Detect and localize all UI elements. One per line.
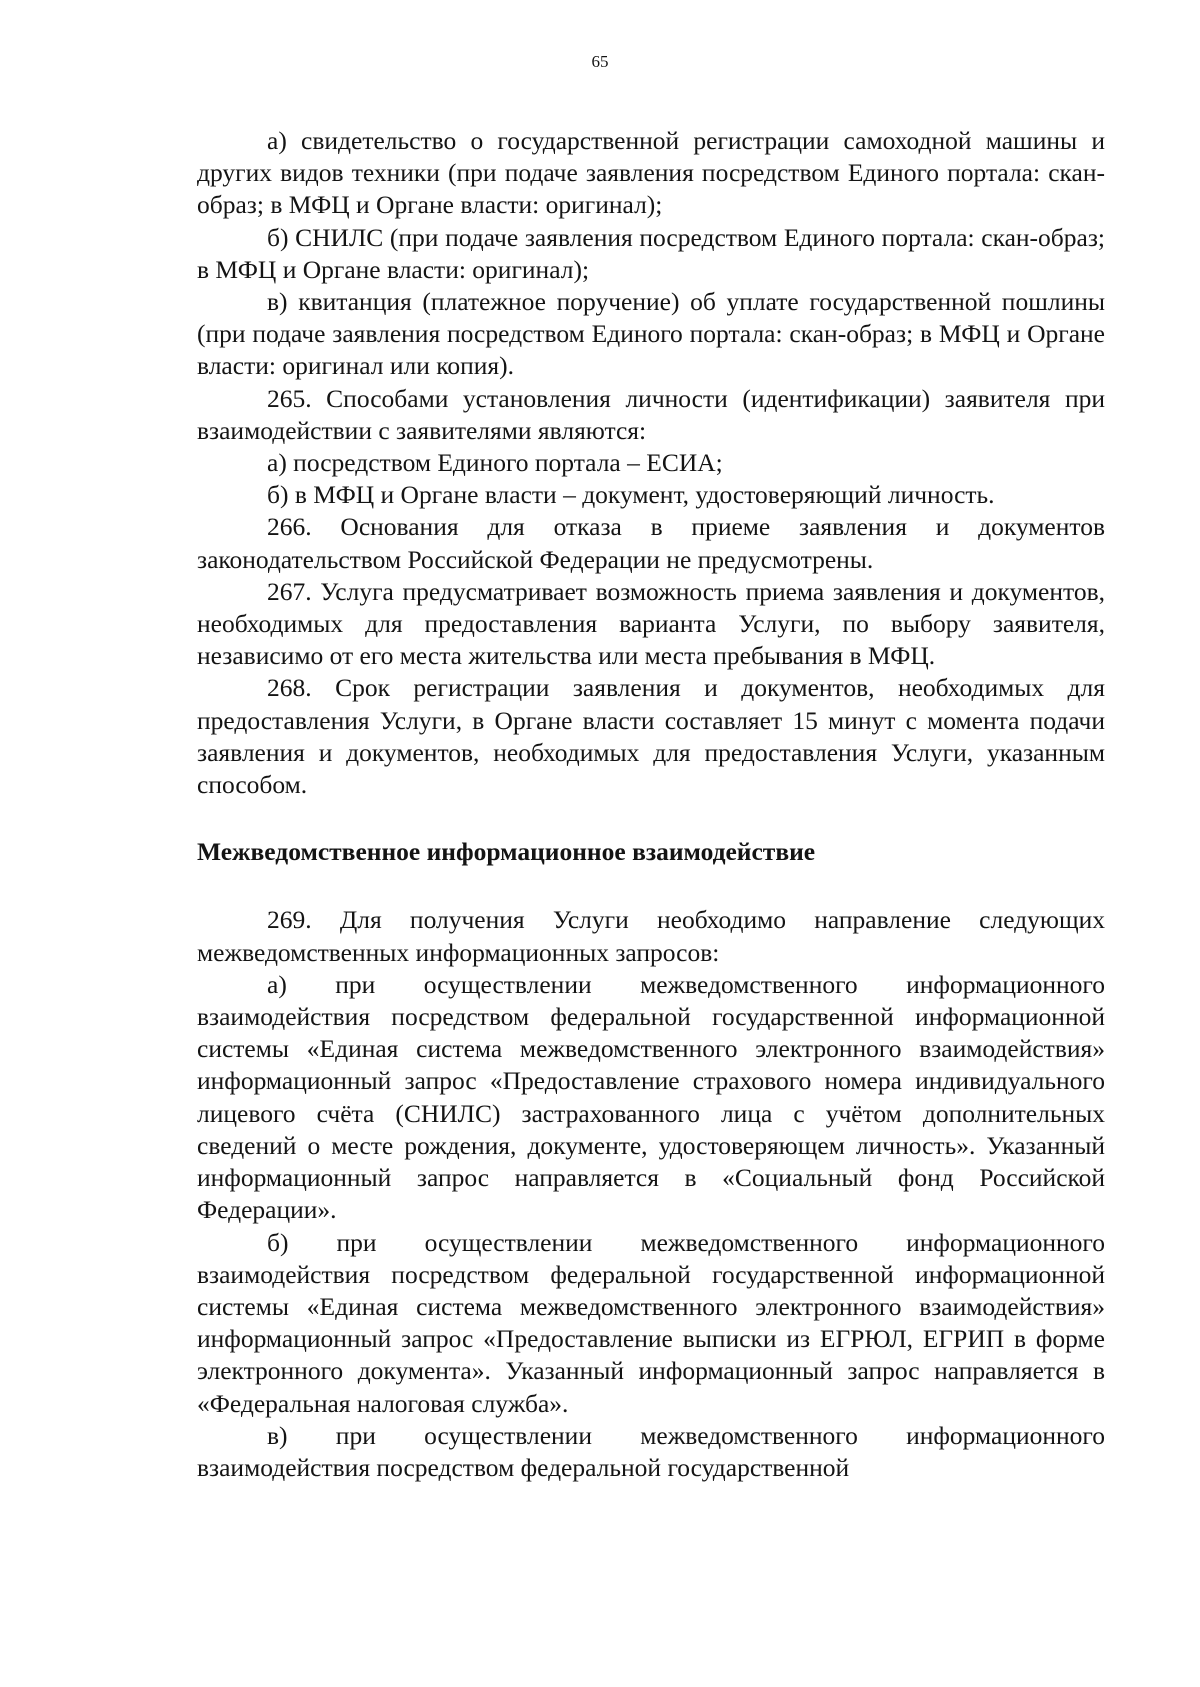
paragraph-265-item-a: а) посредством Единого портала – ЕСИА; [267,448,723,478]
paragraph-item-a-certificate: а) свидетельство о государственной регистрации самоходной машины и других видов техники (при подаче заявления посредством Единого портала: скан-образ; в МФЦ и Органе власти: оригинал); [197,126,1105,220]
paragraph-266: 266. Основания для отказа в приеме заявления и документов законодательством Российской Федерации не предусмотрены. [197,512,1105,574]
paragraph-269-item-b: б) при осуществлении межведомственного информационного взаимодействия посредством федеральной государственной информационной системы «Единая система межведомственного электронного взаимодействия» информационный запрос «Предоставление выписки из ЕГРЮЛ, ЕГРИП в форме электронного документа». Указанный информационный запрос направляется в «Федеральная налоговая служба». [197,1227,1105,1418]
section-heading: Межведомственное информационное взаимодействие [197,837,816,867]
paragraph-item-b-snils: б) СНИЛС (при подаче заявления посредством Единого портала: скан-образ; в МФЦ и Органе власти: оригинал); [197,222,1105,284]
paragraph-269-item-c: в) при осуществлении межведомственного информационного взаимодействия посредством федеральной государственной [197,1420,1105,1482]
page-number: 65 [591,52,609,71]
paragraph-269: 269. Для получения Услуги необходимо направление следующих межведомственных информационных запросов: [197,905,1105,967]
paragraph-265-item-b: б) в МФЦ и Органе власти – документ, удостоверяющий личность. [267,480,995,510]
page-body [197,125,1105,1484]
paragraph-267: 267. Услуга предусматривает возможность приема заявления и документов, необходимых для предоставления варианта Услуги, по выбору заявителя, независимо от его места жительства или места пребывания в МФЦ. [197,576,1105,671]
paragraph-268: 268. Срок регистрации заявления и документов, необходимых для предоставления Услуги, в Органе власти составляет 15 минут с момента подачи заявления и документов, необходимых для предоставления Услуги, указанным способом. [197,673,1105,800]
paragraph-265: 265. Способами установления личности (идентификации) заявителя при взаимодействии с заявителями являются: [197,383,1105,445]
paragraph-item-c-receipt: в) квитанция (платежное поручение) об уплате государственной пошлины (при подаче заявления посредством Единого портала: скан-образ; в МФЦ и Органе власти: оригинал или копия). [197,287,1105,381]
paragraph-269-item-a: а) при осуществлении межведомственного информационного взаимодействия посредством федеральной государственной информационной системы «Единая система межведомственного электронного взаимодействия» информационный запрос «Предоставление страхового номера индивидуального лицевого счёта (СНИЛС) застрахованного лица с учётом дополнительных сведений о месте рождения, документе, удостоверяющем личность». Указанный информационный запрос направляется в «Социальный фонд Российской Федерации». [197,969,1105,1225]
